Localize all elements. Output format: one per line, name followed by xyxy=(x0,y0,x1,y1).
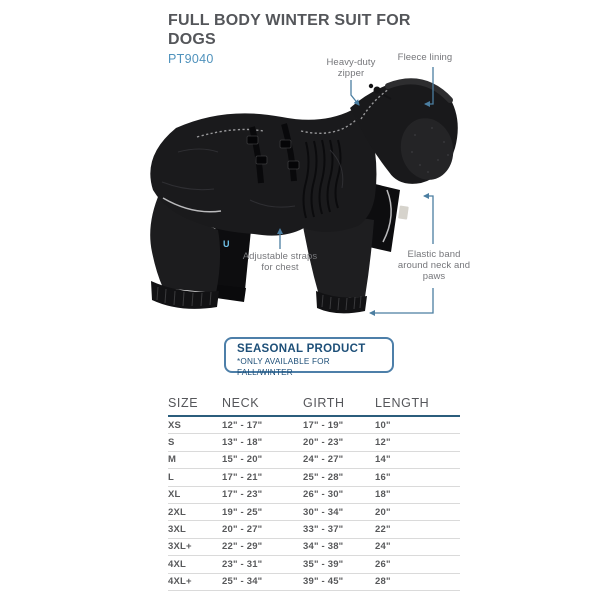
cell-length: 28" xyxy=(375,576,391,588)
cell-neck: 20" - 27" xyxy=(222,524,263,536)
cell-length: 12" xyxy=(375,437,391,449)
callout-adjustable-straps: Adjustable straps for chest xyxy=(242,251,318,273)
product-illustration xyxy=(140,60,480,330)
cell-neck: 22" - 29" xyxy=(222,541,263,553)
cell-neck: 19" - 25" xyxy=(222,506,263,518)
cell-girth: 30" - 34" xyxy=(303,506,344,518)
table-row xyxy=(168,556,460,573)
cell-girth: 24" - 27" xyxy=(303,454,344,466)
cell-girth: 17" - 19" xyxy=(303,419,344,431)
cell-neck: 13" - 18" xyxy=(222,437,263,449)
elastic-leader-line-top xyxy=(424,196,433,244)
col-size: SIZE xyxy=(168,396,199,410)
product-code: PT9040 xyxy=(168,52,214,66)
col-girth: GIRTH xyxy=(303,396,345,410)
cell-length: 24" xyxy=(375,541,391,553)
cell-neck: 17" - 21" xyxy=(222,471,263,483)
table-row xyxy=(168,452,460,469)
callout-elastic-band: Elastic band around neck and paws xyxy=(397,249,471,282)
table-row xyxy=(168,434,460,451)
cell-neck: 17" - 23" xyxy=(222,489,263,501)
cell-girth: 39" - 45" xyxy=(303,576,344,588)
size-table-header xyxy=(168,396,460,417)
cell-size: 3XL+ xyxy=(168,541,192,553)
cell-length: 20" xyxy=(375,506,391,518)
cell-size: XL xyxy=(168,489,181,501)
callout-heavy-duty-zipper: Heavy-duty zipper xyxy=(326,57,376,79)
cell-girth: 25" - 28" xyxy=(303,471,344,483)
cell-size: M xyxy=(168,454,177,466)
callout-fleece-lining: Fleece lining xyxy=(397,52,453,63)
elastic-leader-line-bottom xyxy=(370,288,433,313)
cell-girth: 34" - 38" xyxy=(303,541,344,553)
cell-size: XS xyxy=(168,419,182,431)
badge-subtitle: *ONLY AVAILABLE FOR FALL/WINTER xyxy=(237,357,330,377)
cell-length: 22" xyxy=(375,524,391,536)
size-table xyxy=(168,396,460,591)
table-row xyxy=(168,417,460,434)
table-row xyxy=(168,521,460,538)
cell-length: 10" xyxy=(375,419,391,431)
cell-girth: 33" - 37" xyxy=(303,524,344,536)
col-length: LENGTH xyxy=(375,396,430,410)
seasonal-product-badge xyxy=(224,337,394,377)
cell-neck: 25" - 34" xyxy=(222,576,263,588)
cell-girth: 26" - 30" xyxy=(303,489,344,501)
cell-length: 14" xyxy=(375,454,391,466)
care-tag xyxy=(398,206,409,220)
badge-title: SEASONAL PRODUCT xyxy=(237,343,366,355)
zipper-leader-line xyxy=(351,80,359,105)
cell-length: 18" xyxy=(375,489,391,501)
brand-logo-letter: U xyxy=(223,239,230,249)
table-row xyxy=(168,469,460,486)
page-title: FULL BODY WINTER SUIT FOR DOGS xyxy=(168,12,411,48)
table-row xyxy=(168,539,460,556)
cell-size: 3XL xyxy=(168,524,187,536)
cell-neck: 15" - 20" xyxy=(222,454,263,466)
cell-girth: 35" - 39" xyxy=(303,558,344,570)
cell-size: 4XL+ xyxy=(168,576,192,588)
cell-neck: 23" - 31" xyxy=(222,558,263,570)
table-row xyxy=(168,504,460,521)
table-row xyxy=(168,574,460,591)
cell-size: 4XL xyxy=(168,558,187,570)
table-row xyxy=(168,487,460,504)
cell-size: S xyxy=(168,437,175,449)
col-neck: NECK xyxy=(222,396,260,410)
cell-length: 26" xyxy=(375,558,391,570)
cell-girth: 20" - 23" xyxy=(303,437,344,449)
cell-neck: 12" - 17" xyxy=(222,419,263,431)
cell-size: L xyxy=(168,471,175,483)
cell-length: 16" xyxy=(375,471,391,483)
cell-size: 2XL xyxy=(168,506,187,518)
